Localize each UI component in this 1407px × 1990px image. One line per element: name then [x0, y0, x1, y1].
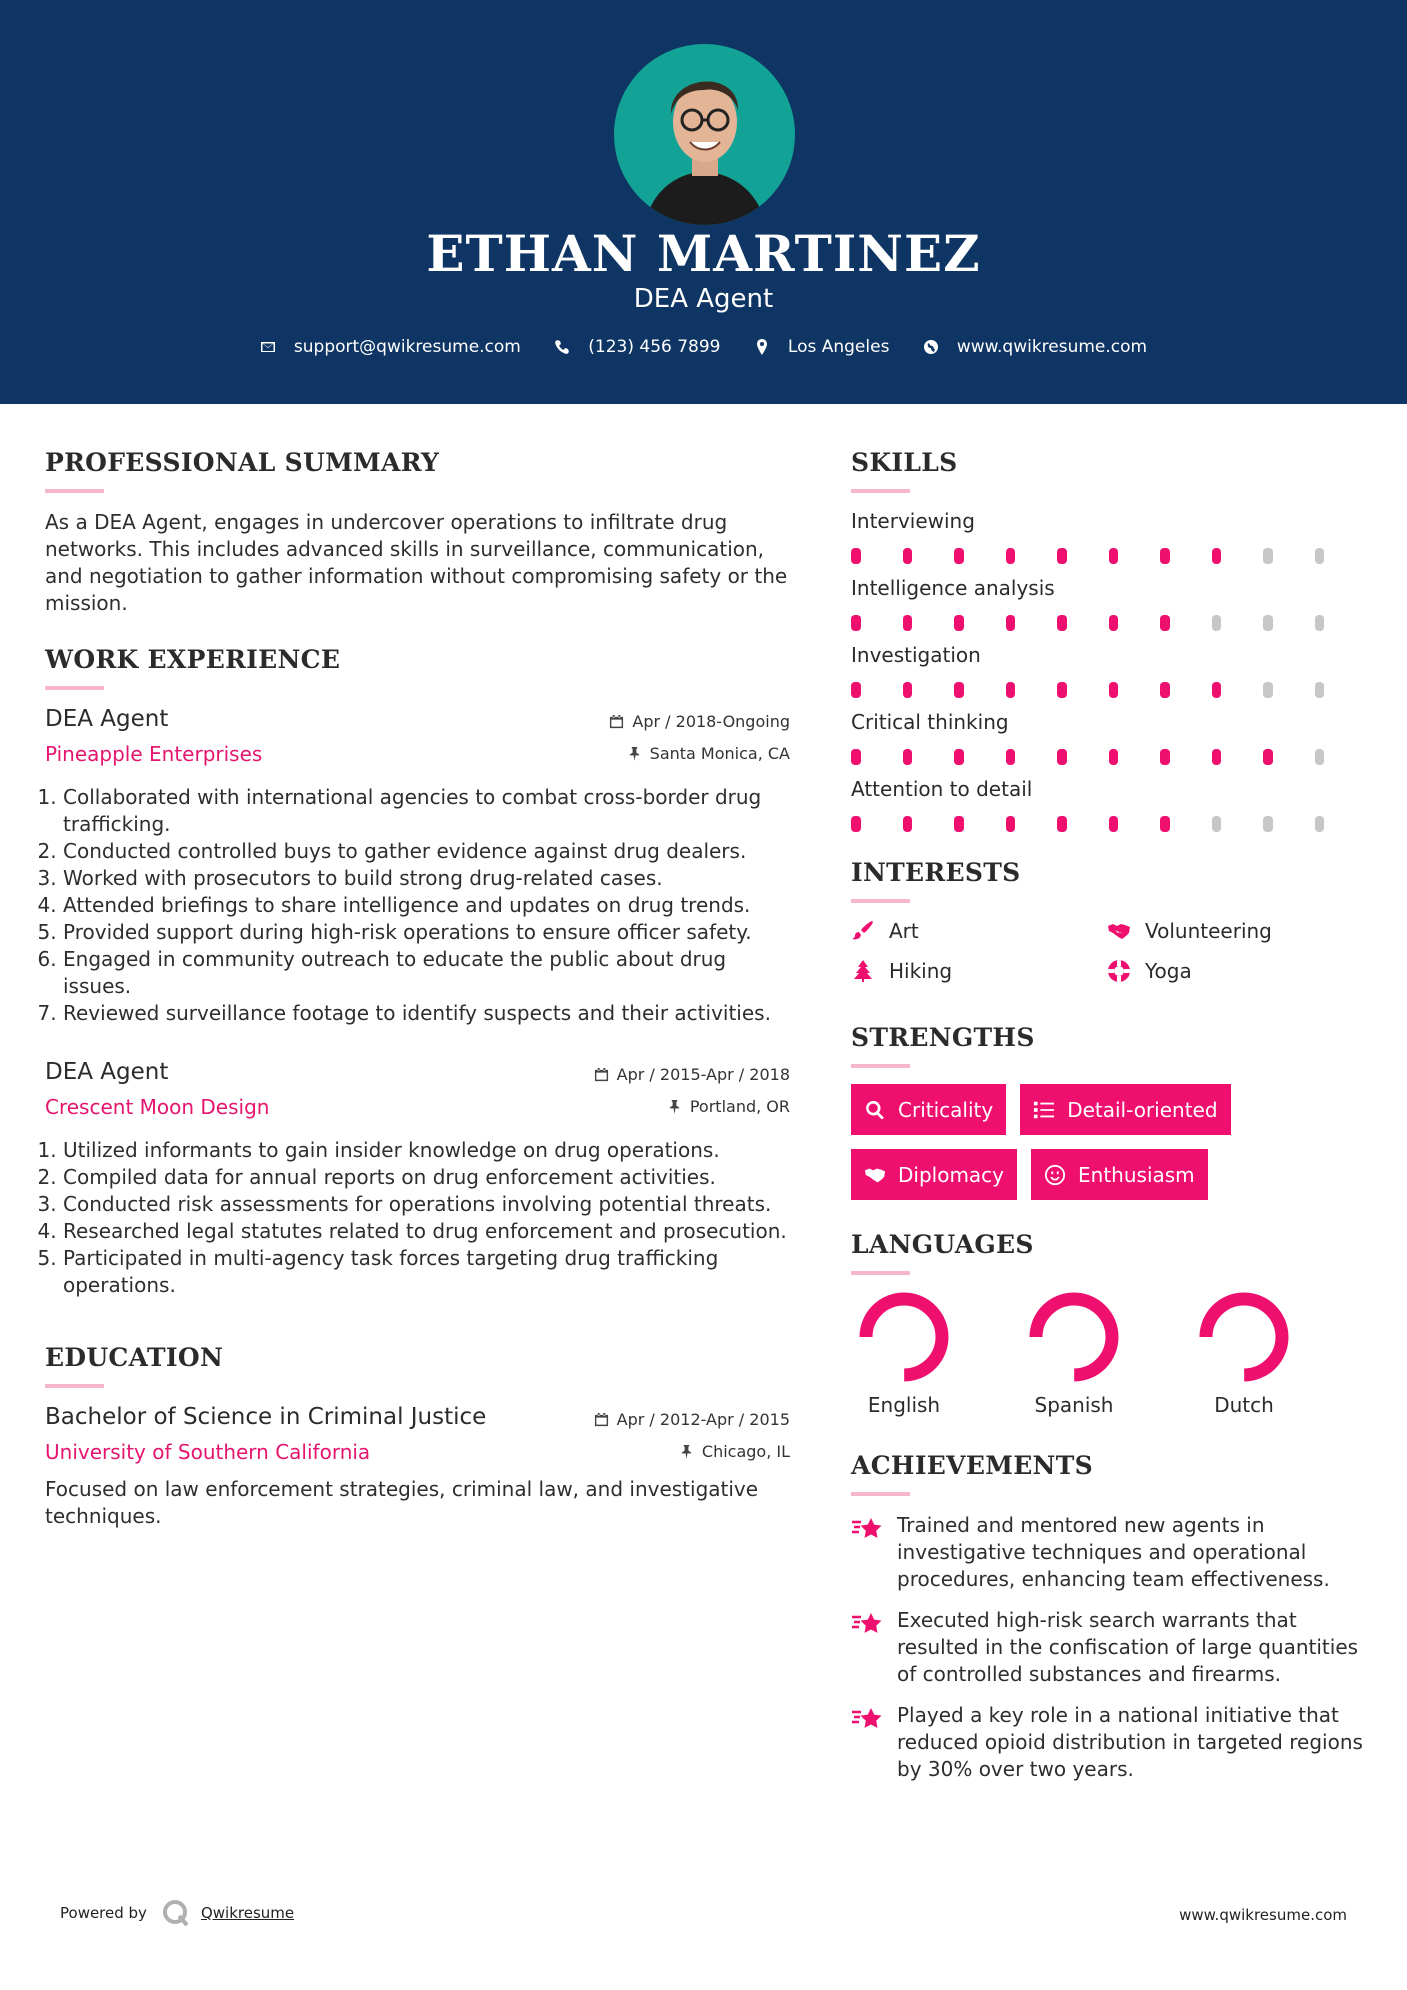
job-company: Pineapple Enterprises — [45, 742, 263, 766]
skill-dot-filled — [954, 548, 964, 564]
interest-item — [1107, 959, 1363, 983]
contact-location — [754, 337, 890, 357]
language-proficiency-ring — [1198, 1291, 1290, 1383]
footer-powered-by — [60, 1898, 294, 1928]
contact-website-text: www.qwikresume.com — [956, 337, 1148, 357]
list-icon — [1033, 1099, 1055, 1121]
skills-section — [851, 448, 1366, 832]
strength-label: Detail-oriented — [1067, 1097, 1218, 1122]
interest-item — [851, 959, 1107, 983]
right-column — [851, 448, 1366, 1797]
interest-label: Yoga — [1145, 959, 1192, 983]
skill-dot-filled — [1160, 682, 1170, 698]
section-underline — [851, 1271, 910, 1275]
section-underline — [45, 686, 104, 690]
summary-heading: PROFESSIONAL SUMMARY — [45, 448, 440, 477]
skill-dot-empty — [1315, 816, 1325, 832]
skill-dot-filled — [1006, 615, 1016, 631]
skill-name: Critical thinking — [851, 710, 1009, 734]
skill-name: Interviewing — [851, 509, 975, 533]
education-heading: EDUCATION — [45, 1343, 224, 1372]
skill-dot-filled — [851, 682, 861, 698]
achievement-item — [851, 1512, 1366, 1593]
section-underline — [851, 489, 910, 493]
skill-rating — [851, 548, 1366, 564]
duty-item: 4. Attended briefings to share intelligence and updates on drug trends. — [63, 892, 790, 919]
pin-icon — [667, 1099, 682, 1114]
skill-dot-empty — [1263, 816, 1273, 832]
paintbrush-icon — [851, 919, 875, 943]
skill-dot-filled — [1160, 749, 1170, 765]
skill-dot-filled — [1006, 682, 1016, 698]
skill-dot-filled — [1212, 548, 1222, 564]
qwikresume-logo-icon — [161, 1898, 191, 1928]
skill-item — [851, 643, 1366, 698]
strengths-list — [851, 1084, 1271, 1200]
strength-badge — [1031, 1149, 1208, 1200]
language-name: English — [867, 1393, 941, 1417]
language-item — [1021, 1291, 1191, 1417]
job-title: DEA Agent — [45, 1059, 169, 1085]
languages-heading: LANGUAGES — [851, 1230, 1034, 1259]
duty-item: 2. Compiled data for annual reports on drug enforcement activities. — [63, 1164, 790, 1191]
job-date — [594, 1065, 790, 1084]
achievement-text: Executed high-risk search warrants that resulted in the confiscation of large quantities of controlled substances and firearms. — [897, 1608, 1359, 1686]
job-location — [667, 1097, 790, 1116]
skill-dot-filled — [1057, 682, 1067, 698]
language-proficiency-ring — [858, 1291, 950, 1383]
job-entry — [45, 1059, 790, 1299]
strength-badge — [851, 1084, 1006, 1135]
shooting-star-icon — [851, 1609, 885, 1639]
achievements-section — [851, 1451, 1366, 1783]
skill-dot-filled — [1109, 615, 1119, 631]
envelope-icon — [260, 339, 276, 355]
interest-item — [1107, 919, 1363, 943]
calendar-icon — [594, 1412, 609, 1427]
degree-title: Bachelor of Science in Criminal Justice — [45, 1404, 487, 1430]
duty-item: 6. Engaged in community outreach to educate the public about drug issues. — [63, 946, 790, 1000]
duty-item: 5. Participated in multi-agency task forces targeting drug trafficking operations. — [63, 1245, 790, 1299]
skill-dot-filled — [1263, 749, 1273, 765]
duty-item: 1. Collaborated with international agencies to combat cross-border drug trafficking. — [63, 784, 790, 838]
duty-item: 4. Researched legal statutes related to drug enforcement and prosecution. — [63, 1218, 790, 1245]
achievement-item — [851, 1607, 1366, 1688]
skill-item — [851, 777, 1366, 832]
strength-badge — [851, 1149, 1017, 1200]
skill-name: Attention to detail — [851, 777, 1033, 801]
phone-icon — [554, 339, 570, 355]
skill-dot-filled — [1160, 816, 1170, 832]
skill-dot-empty — [1212, 615, 1222, 631]
skill-dot-filled — [903, 615, 913, 631]
skill-dot-filled — [954, 816, 964, 832]
lifering-icon — [1107, 959, 1131, 983]
education-section — [45, 1343, 790, 1530]
interest-label: Volunteering — [1145, 919, 1272, 943]
skill-dot-filled — [1109, 682, 1119, 698]
skill-dot-filled — [1109, 749, 1119, 765]
education-date-text: Apr / 2012-Apr / 2015 — [616, 1410, 790, 1429]
skill-dot-empty — [1315, 749, 1325, 765]
section-underline — [45, 489, 104, 493]
skill-dot-filled — [851, 749, 861, 765]
globe-icon — [923, 339, 939, 355]
skill-dot-filled — [903, 816, 913, 832]
interest-label: Hiking — [889, 959, 953, 983]
skill-dot-filled — [903, 682, 913, 698]
summary-text: As a DEA Agent, engages in undercover operations to infiltrate drug networks. This includes advanced skills in surveillance, communication, and negotiation to gather information without compromising safety or the mission. — [45, 510, 788, 615]
skill-dot-filled — [851, 548, 861, 564]
skill-dot-filled — [1160, 548, 1170, 564]
section-underline — [851, 1492, 910, 1496]
section-underline — [851, 1064, 910, 1068]
handshake-icon — [864, 1164, 886, 1186]
skill-dot-filled — [903, 548, 913, 564]
shooting-star-icon — [851, 1514, 885, 1544]
job-title: DEA Agent — [45, 706, 169, 732]
achievement-item — [851, 1702, 1366, 1783]
language-item — [1191, 1291, 1361, 1417]
contact-bar — [0, 337, 1407, 360]
shooting-star-icon — [851, 1704, 885, 1734]
skill-dot-filled — [1057, 615, 1067, 631]
skill-dot-filled — [954, 615, 964, 631]
calendar-icon — [609, 714, 624, 729]
interests-section — [851, 858, 1366, 983]
achievement-text: Played a key role in a national initiative that reduced opioid distribution in targeted regions by 30% over two years. — [897, 1703, 1363, 1781]
experience-heading: WORK EXPERIENCE — [45, 645, 341, 674]
candidate-title: DEA Agent — [633, 284, 774, 314]
education-location-text: Chicago, IL — [701, 1442, 790, 1461]
duty-item: 1. Utilized informants to gain insider knowledge on drug operations. — [63, 1137, 790, 1164]
contact-email-text: support@qwikresume.com — [293, 337, 521, 357]
job-company: Crescent Moon Design — [45, 1095, 270, 1119]
skill-dot-filled — [1057, 816, 1067, 832]
header-banner — [0, 0, 1407, 404]
experience-section — [45, 645, 790, 1299]
language-proficiency-arc — [866, 1299, 942, 1375]
skill-dot-filled — [1006, 816, 1016, 832]
education-location — [679, 1442, 790, 1461]
calendar-icon — [594, 1067, 609, 1082]
languages-list — [851, 1291, 1366, 1417]
section-underline — [851, 899, 910, 903]
search-icon — [864, 1099, 886, 1121]
strengths-heading: STRENGTHS — [851, 1023, 1035, 1052]
job-entry — [45, 706, 790, 1027]
interests-heading: INTERESTS — [851, 858, 1021, 887]
education-date — [594, 1410, 790, 1429]
school-name: University of Southern California — [45, 1440, 371, 1464]
language-proficiency-arc — [1036, 1299, 1112, 1375]
contact-phone-text: (123) 456 7899 — [588, 337, 721, 357]
job-duties — [63, 1137, 790, 1299]
footer-website[interactable]: www.qwikresume.com — [1179, 1906, 1347, 1924]
skill-dot-filled — [851, 615, 861, 631]
map-marker-icon — [754, 339, 770, 355]
duty-item: 2. Conducted controlled buys to gather evidence against drug dealers. — [63, 838, 790, 865]
job-location-text: Santa Monica, CA — [649, 744, 790, 763]
skills-heading: SKILLS — [851, 448, 958, 477]
skill-dot-filled — [1109, 548, 1119, 564]
duty-item: 7. Reviewed surveillance footage to identify suspects and their activities. — [63, 1000, 790, 1027]
skill-dot-empty — [1315, 615, 1325, 631]
skill-rating — [851, 682, 1366, 698]
skill-dot-filled — [1006, 749, 1016, 765]
duty-item: 3. Conducted risk assessments for operations involving potential threats. — [63, 1191, 790, 1218]
skill-dot-filled — [903, 749, 913, 765]
skill-dot-filled — [1057, 548, 1067, 564]
skills-list — [851, 509, 1366, 832]
language-item — [851, 1291, 1021, 1417]
language-name: Spanish — [1034, 1393, 1114, 1417]
job-date-text: Apr / 2018-Ongoing — [632, 712, 790, 731]
job-location-text: Portland, OR — [689, 1097, 790, 1116]
skill-item — [851, 710, 1366, 765]
profile-photo — [614, 44, 795, 225]
achievements-heading: ACHIEVEMENTS — [851, 1451, 1093, 1480]
duty-item: 5. Provided support during high-risk operations to ensure officer safety. — [63, 919, 790, 946]
job-date — [609, 712, 790, 731]
strength-label: Diplomacy — [898, 1162, 1005, 1187]
summary-section — [45, 448, 790, 617]
skill-name: Intelligence analysis — [851, 576, 1055, 600]
achievement-text: Trained and mentored new agents in investigative techniques and operational procedures, enhancing team effectiveness. — [897, 1513, 1330, 1591]
candidate-name: ETHAN MARTINEZ — [426, 224, 981, 283]
skill-dot-filled — [1109, 816, 1119, 832]
skill-dot-empty — [1263, 548, 1273, 564]
contact-email[interactable] — [260, 337, 521, 357]
skill-dot-filled — [1006, 548, 1016, 564]
contact-phone[interactable] — [554, 337, 720, 357]
skill-dot-filled — [1212, 749, 1222, 765]
duty-item: 3. Worked with prosecutors to build strong drug-related cases. — [63, 865, 790, 892]
skill-rating — [851, 749, 1366, 765]
powered-by-label: Powered by — [60, 1904, 147, 1922]
skill-dot-empty — [1263, 682, 1273, 698]
skill-dot-filled — [851, 816, 861, 832]
interests-list — [851, 919, 1366, 983]
interest-item — [851, 919, 1107, 943]
skill-dot-filled — [1212, 682, 1222, 698]
skill-dot-empty — [1263, 615, 1273, 631]
tree-icon — [851, 959, 875, 983]
contact-website[interactable] — [923, 337, 1147, 357]
skill-item — [851, 509, 1366, 564]
skill-dot-empty — [1212, 816, 1222, 832]
education-entry — [45, 1404, 790, 1530]
strength-badge — [1020, 1084, 1230, 1135]
language-proficiency-arc — [1206, 1299, 1282, 1375]
skill-dot-filled — [954, 682, 964, 698]
skill-dot-filled — [1160, 615, 1170, 631]
section-underline — [45, 1384, 104, 1388]
skill-rating — [851, 615, 1366, 631]
skill-dot-empty — [1315, 682, 1325, 698]
contact-location-text: Los Angeles — [787, 337, 890, 357]
languages-section — [851, 1230, 1366, 1417]
skill-dot-empty — [1315, 548, 1325, 564]
job-duties — [63, 784, 790, 1027]
skill-name: Investigation — [851, 643, 981, 667]
strength-label: Criticality — [898, 1097, 994, 1122]
interest-label: Art — [889, 919, 919, 943]
language-name: Dutch — [1214, 1393, 1274, 1417]
education-description: Focused on law enforcement strategies, criminal law, and investigative techniques. — [45, 1477, 759, 1528]
job-date-text: Apr / 2015-Apr / 2018 — [616, 1065, 790, 1084]
job-location — [627, 744, 790, 763]
left-column — [45, 448, 790, 1530]
strength-label: Enthusiasm — [1078, 1162, 1195, 1187]
skill-rating — [851, 816, 1366, 832]
skill-item — [851, 576, 1366, 631]
pin-icon — [627, 746, 642, 761]
language-proficiency-ring — [1028, 1291, 1120, 1383]
skill-dot-filled — [954, 749, 964, 765]
strengths-section — [851, 1023, 1366, 1200]
pin-icon — [679, 1444, 694, 1459]
skill-dot-filled — [1057, 749, 1067, 765]
handshake-icon — [1107, 919, 1131, 943]
smile-icon — [1044, 1164, 1066, 1186]
qwikresume-link[interactable]: Qwikresume — [200, 1904, 295, 1922]
